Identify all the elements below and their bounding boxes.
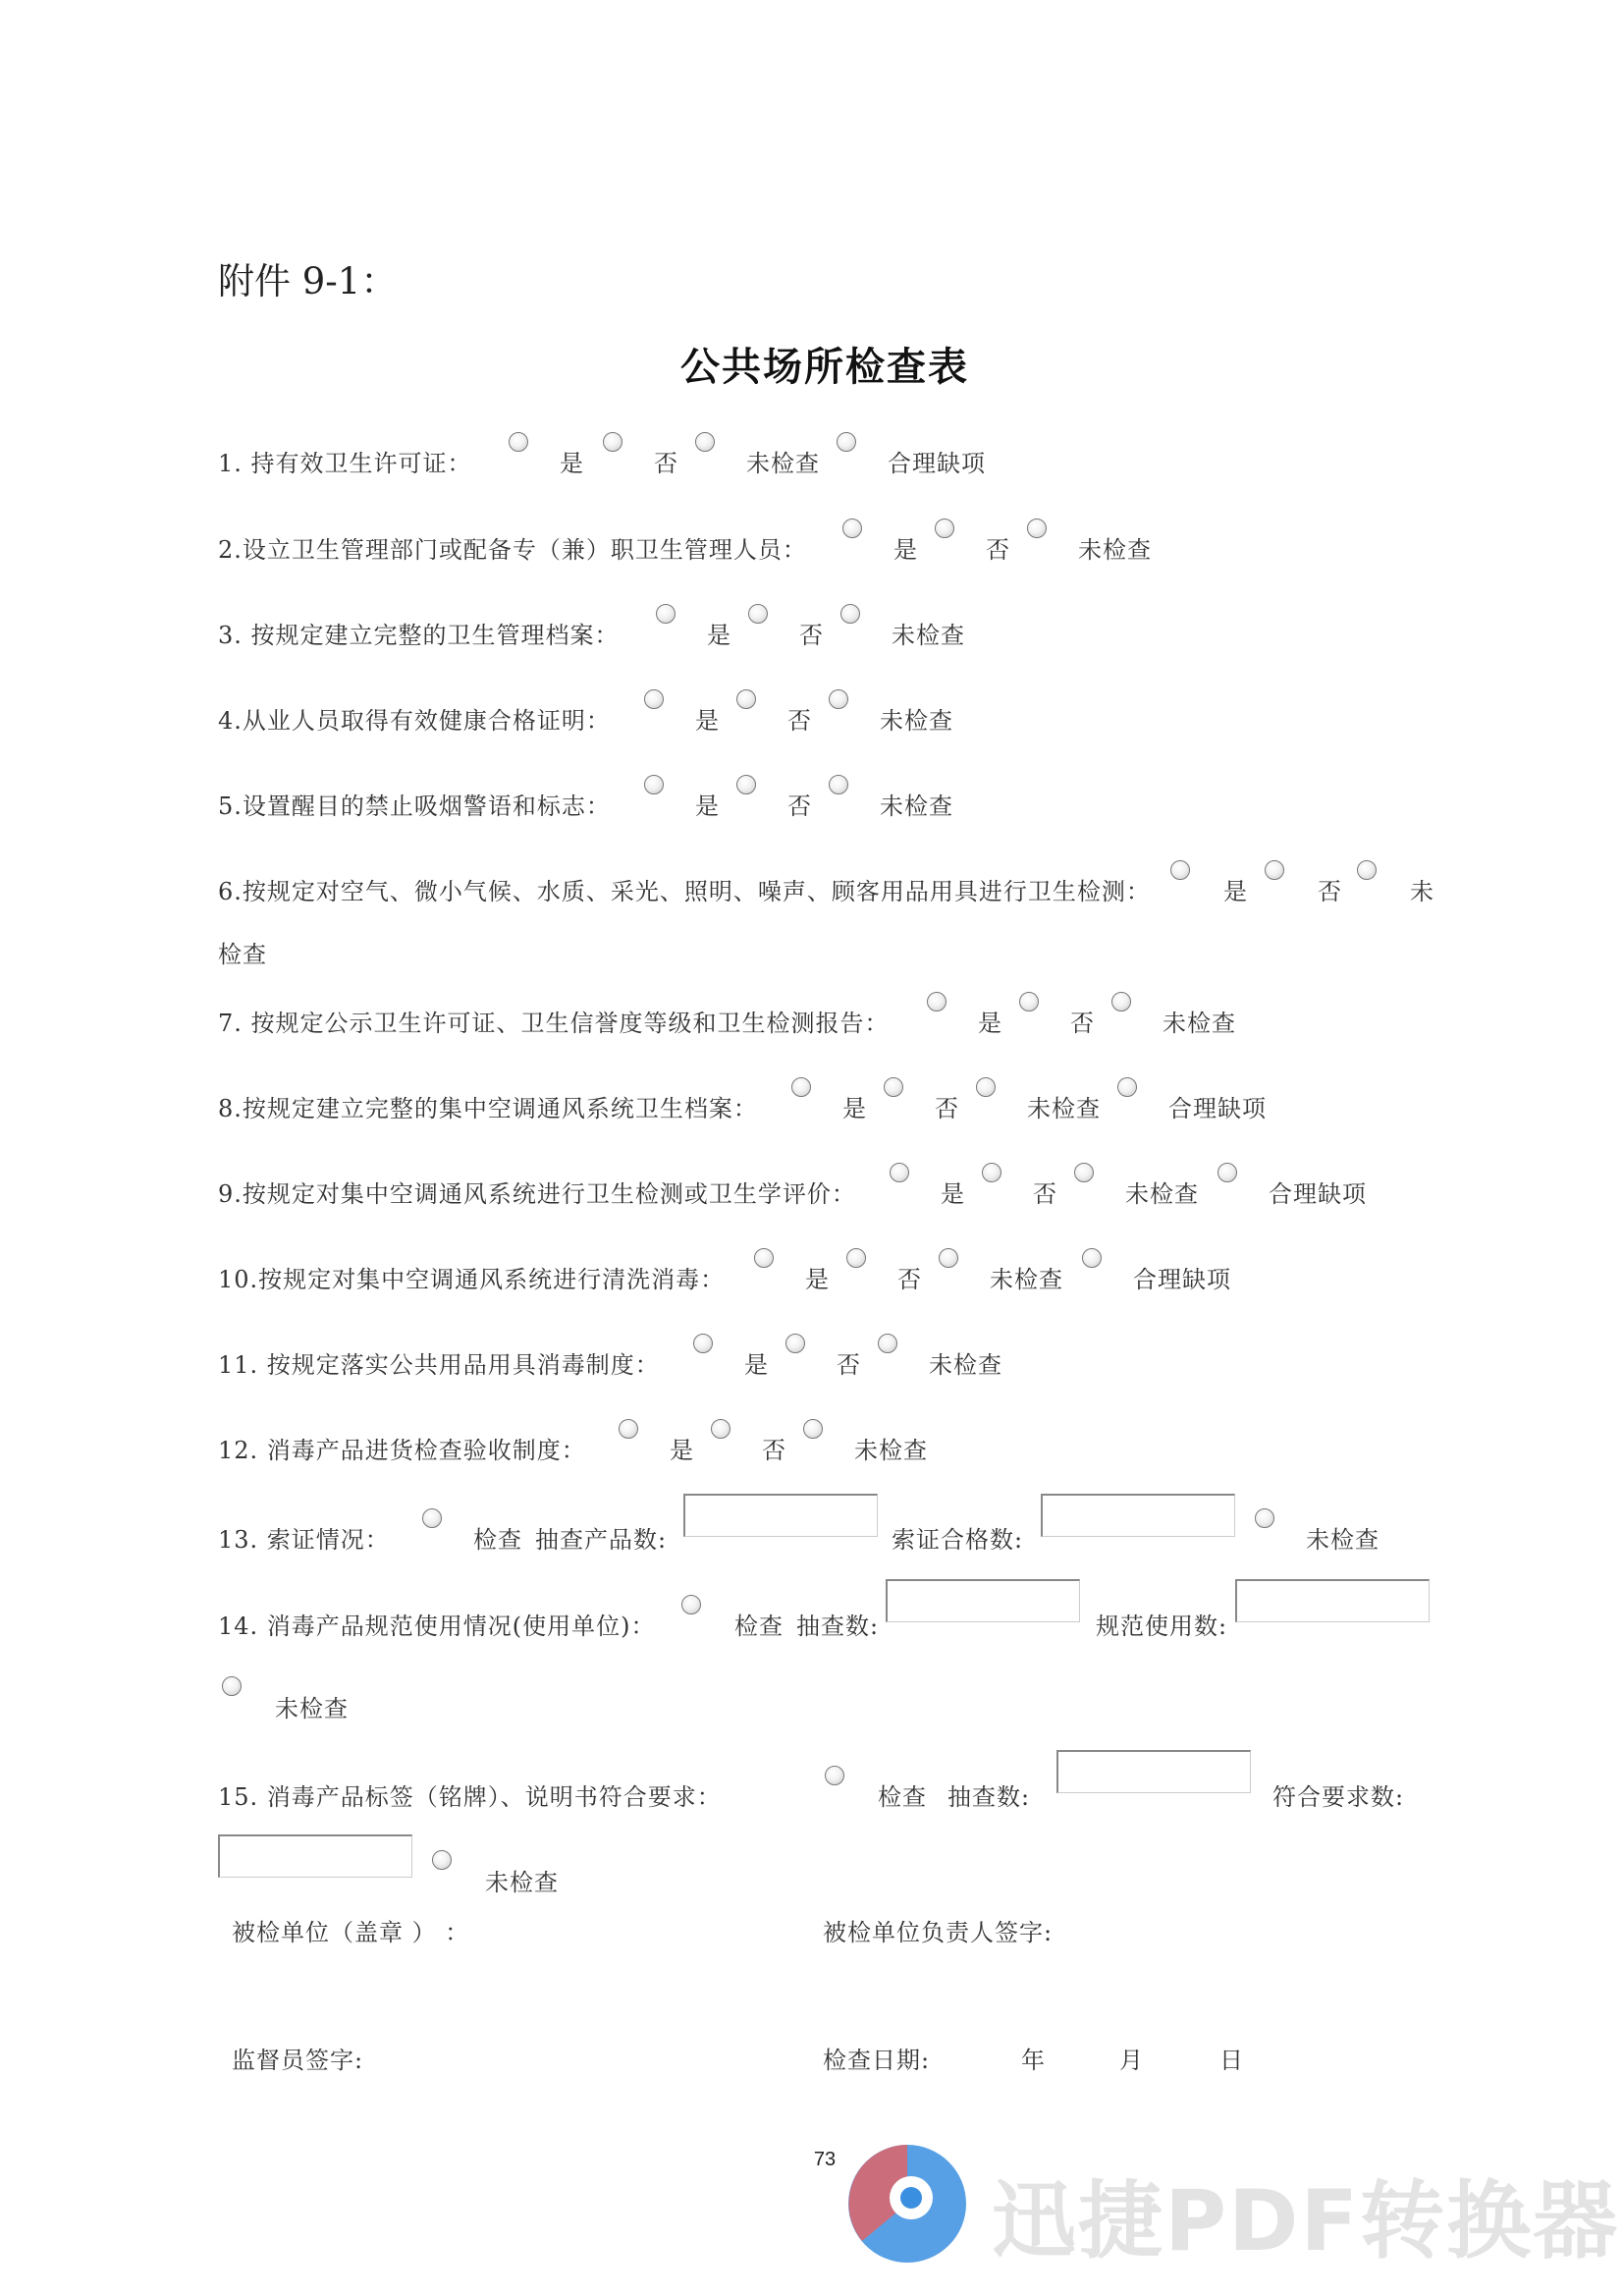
q4-yes-radio[interactable] xyxy=(644,689,664,709)
date-month-label: 月 xyxy=(1119,2047,1144,2074)
q1-unchecked-label: 未检查 xyxy=(746,450,820,477)
q2-no-label: 否 xyxy=(986,536,1010,564)
q3-no-radio[interactable] xyxy=(748,604,768,624)
q14-unchecked-label: 未检查 xyxy=(275,1695,349,1722)
q11-yes-radio[interactable] xyxy=(693,1334,713,1353)
q12-no-radio[interactable] xyxy=(711,1419,730,1439)
q8-unchecked-label: 未检查 xyxy=(1027,1095,1101,1122)
q7-unchecked-label: 未检查 xyxy=(1163,1010,1236,1037)
q7-no-label: 否 xyxy=(1070,1010,1095,1037)
question-9: 9.按规定对集中空调通风系统进行卫生检测或卫生学评价： xyxy=(218,1180,856,1208)
question-15: 15. 消毒产品标签（铭牌）、说明书符合要求： xyxy=(218,1783,722,1811)
q6-yes-radio[interactable] xyxy=(1170,860,1190,880)
q9-yes-radio[interactable] xyxy=(890,1163,909,1182)
q15-check-radio[interactable] xyxy=(825,1766,844,1785)
q12-unchecked-label: 未检查 xyxy=(854,1437,928,1464)
q7-no-radio[interactable] xyxy=(1019,992,1039,1011)
q2-yes-radio[interactable] xyxy=(842,519,862,538)
q3-no-label: 否 xyxy=(799,622,824,649)
q9-no-label: 否 xyxy=(1033,1180,1057,1208)
q14-check-label: 检查 xyxy=(734,1613,784,1640)
q3-yes-label: 是 xyxy=(707,622,731,649)
page-title: 公共场所检查表 xyxy=(680,344,969,390)
q14-ok-label: 规范使用数: xyxy=(1096,1613,1228,1640)
q10-no-label: 否 xyxy=(897,1266,922,1293)
q13-check-label: 检查 xyxy=(473,1526,522,1554)
q9-yes-label: 是 xyxy=(941,1180,965,1208)
watermark-logo-icon xyxy=(842,2139,972,2269)
question-14: 14. 消毒产品规范使用情况(使用单位)： xyxy=(218,1613,656,1640)
q8-no-radio[interactable] xyxy=(884,1077,903,1097)
q9-reasonable-radio[interactable] xyxy=(1217,1163,1237,1182)
q15-unchecked-radio[interactable] xyxy=(432,1850,452,1870)
q15-ok-input[interactable] xyxy=(218,1834,412,1878)
q15-unchecked-label: 未检查 xyxy=(485,1869,559,1896)
date-year-label: 年 xyxy=(1021,2047,1046,2074)
q7-yes-label: 是 xyxy=(978,1010,1002,1037)
question-12: 12. 消毒产品进货检查验收制度： xyxy=(218,1437,586,1464)
q7-unchecked-radio[interactable] xyxy=(1111,992,1131,1011)
attachment-label: 附件 9-1： xyxy=(218,260,398,302)
q1-no-radio[interactable] xyxy=(603,432,622,452)
q14-ok-input[interactable] xyxy=(1235,1579,1430,1622)
q13-unchecked-label: 未检查 xyxy=(1306,1526,1380,1554)
q13-sample-input[interactable] xyxy=(683,1494,878,1537)
q13-ok-input[interactable] xyxy=(1041,1494,1235,1537)
q7-yes-radio[interactable] xyxy=(927,992,947,1011)
q12-yes-label: 是 xyxy=(670,1437,694,1464)
q11-unchecked-label: 未检查 xyxy=(929,1351,1002,1379)
q5-no-radio[interactable] xyxy=(736,775,756,794)
q3-unchecked-label: 未检查 xyxy=(892,622,965,649)
q11-no-radio[interactable] xyxy=(785,1334,805,1353)
watermark-text: 迅捷PDF转换器 xyxy=(992,2172,1620,2270)
q6-no-radio[interactable] xyxy=(1265,860,1284,880)
q2-unchecked-label: 未检查 xyxy=(1078,536,1152,564)
question-4: 4.从业人员取得有效健康合格证明： xyxy=(218,707,611,735)
q12-yes-radio[interactable] xyxy=(619,1419,638,1439)
q10-yes-label: 是 xyxy=(805,1266,830,1293)
q10-yes-radio[interactable] xyxy=(754,1248,774,1268)
q1-reasonable-label: 合理缺项 xyxy=(888,450,986,477)
q15-sample-label: 抽查数: xyxy=(947,1783,1031,1811)
question-6: 6.按规定对空气、微小气候、水质、采光、照明、噪声、顾客用品用具进行卫生检测： xyxy=(218,878,1151,905)
q8-yes-radio[interactable] xyxy=(791,1077,811,1097)
q1-yes-radio[interactable] xyxy=(509,432,528,452)
q6-yes-label: 是 xyxy=(1223,878,1248,905)
q8-yes-label: 是 xyxy=(842,1095,867,1122)
q6-unchecked-label-part2: 检查 xyxy=(218,941,267,968)
q15-ok-label: 符合要求数: xyxy=(1272,1783,1405,1811)
q15-sample-input[interactable] xyxy=(1056,1750,1251,1793)
inspection-date-label: 检查日期: xyxy=(823,2047,931,2074)
q1-no-label: 否 xyxy=(654,450,678,477)
q10-reasonable-label: 合理缺项 xyxy=(1133,1266,1231,1293)
question-7: 7. 按规定公示卫生许可证、卫生信誉度等级和卫生检测报告： xyxy=(218,1010,890,1037)
q4-no-radio[interactable] xyxy=(736,689,756,709)
question-8: 8.按规定建立完整的集中空调通风系统卫生档案： xyxy=(218,1095,758,1122)
q10-unchecked-radio[interactable] xyxy=(939,1248,958,1268)
q11-unchecked-radio[interactable] xyxy=(878,1334,897,1353)
q8-no-label: 否 xyxy=(935,1095,959,1122)
page-number: 73 xyxy=(813,2149,837,2170)
q5-yes-label: 是 xyxy=(695,793,720,820)
q14-sample-label: 抽查数: xyxy=(796,1613,880,1640)
question-5: 5.设置醒目的禁止吸烟警语和标志： xyxy=(218,793,611,820)
q13-check-radio[interactable] xyxy=(422,1508,442,1528)
q10-reasonable-radio[interactable] xyxy=(1082,1248,1102,1268)
question-2: 2.设立卫生管理部门或配备专（兼）职卫生管理人员： xyxy=(218,536,807,564)
q13-unchecked-radio[interactable] xyxy=(1255,1508,1274,1528)
q4-unchecked-radio[interactable] xyxy=(829,689,848,709)
q8-unchecked-radio[interactable] xyxy=(976,1077,996,1097)
question-3: 3. 按规定建立完整的卫生管理档案： xyxy=(218,622,620,649)
q14-unchecked-radio[interactable] xyxy=(222,1676,242,1696)
q8-reasonable-radio[interactable] xyxy=(1117,1077,1137,1097)
q1-yes-label: 是 xyxy=(560,450,584,477)
q3-unchecked-radio[interactable] xyxy=(840,604,860,624)
unit-leader-signature-label: 被检单位负责人签字: xyxy=(823,1919,1054,1946)
q13-ok-label: 索证合格数: xyxy=(892,1526,1024,1554)
q1-unchecked-radio[interactable] xyxy=(695,432,715,452)
q5-unchecked-label: 未检查 xyxy=(880,793,953,820)
q5-yes-radio[interactable] xyxy=(644,775,664,794)
question-13: 13. 索证情况： xyxy=(218,1526,390,1554)
q9-unchecked-label: 未检查 xyxy=(1125,1180,1199,1208)
q10-unchecked-label: 未检查 xyxy=(990,1266,1063,1293)
q13-sample-label: 抽查产品数: xyxy=(535,1526,668,1554)
question-1: 1. 持有效卫生许可证： xyxy=(218,450,472,477)
q15-check-label: 检查 xyxy=(878,1783,927,1811)
q10-no-radio[interactable] xyxy=(846,1248,866,1268)
q9-no-radio[interactable] xyxy=(982,1163,1001,1182)
q6-unchecked-label-part1: 未 xyxy=(1410,878,1434,905)
question-11: 11. 按规定落实公共用品用具消毒制度： xyxy=(218,1351,660,1379)
q12-no-label: 否 xyxy=(762,1437,786,1464)
q4-yes-label: 是 xyxy=(695,707,720,735)
q6-unchecked-radio[interactable] xyxy=(1357,860,1377,880)
inspected-unit-seal-label: 被检单位（盖章 ） ： xyxy=(232,1919,470,1946)
question-10: 10.按规定对集中空调通风系统进行清洗消毒： xyxy=(218,1266,726,1293)
q11-no-label: 否 xyxy=(837,1351,861,1379)
q14-sample-input[interactable] xyxy=(886,1579,1080,1622)
q2-unchecked-radio[interactable] xyxy=(1027,519,1047,538)
q2-yes-label: 是 xyxy=(893,536,918,564)
q4-unchecked-label: 未检查 xyxy=(880,707,953,735)
q4-no-label: 否 xyxy=(787,707,812,735)
date-day-label: 日 xyxy=(1219,2047,1244,2074)
q5-no-label: 否 xyxy=(787,793,812,820)
q6-no-label: 否 xyxy=(1318,878,1342,905)
q14-check-radio[interactable] xyxy=(681,1595,701,1614)
q11-yes-label: 是 xyxy=(744,1351,769,1379)
q3-yes-radio[interactable] xyxy=(656,604,676,624)
inspector-signature-label: 监督员签字: xyxy=(232,2047,364,2074)
q9-reasonable-label: 合理缺项 xyxy=(1269,1180,1367,1208)
q8-reasonable-label: 合理缺项 xyxy=(1168,1095,1267,1122)
q12-unchecked-radio[interactable] xyxy=(803,1419,823,1439)
q1-reasonable-radio[interactable] xyxy=(837,432,856,452)
q9-unchecked-radio[interactable] xyxy=(1074,1163,1094,1182)
q2-no-radio[interactable] xyxy=(935,519,954,538)
q5-unchecked-radio[interactable] xyxy=(829,775,848,794)
